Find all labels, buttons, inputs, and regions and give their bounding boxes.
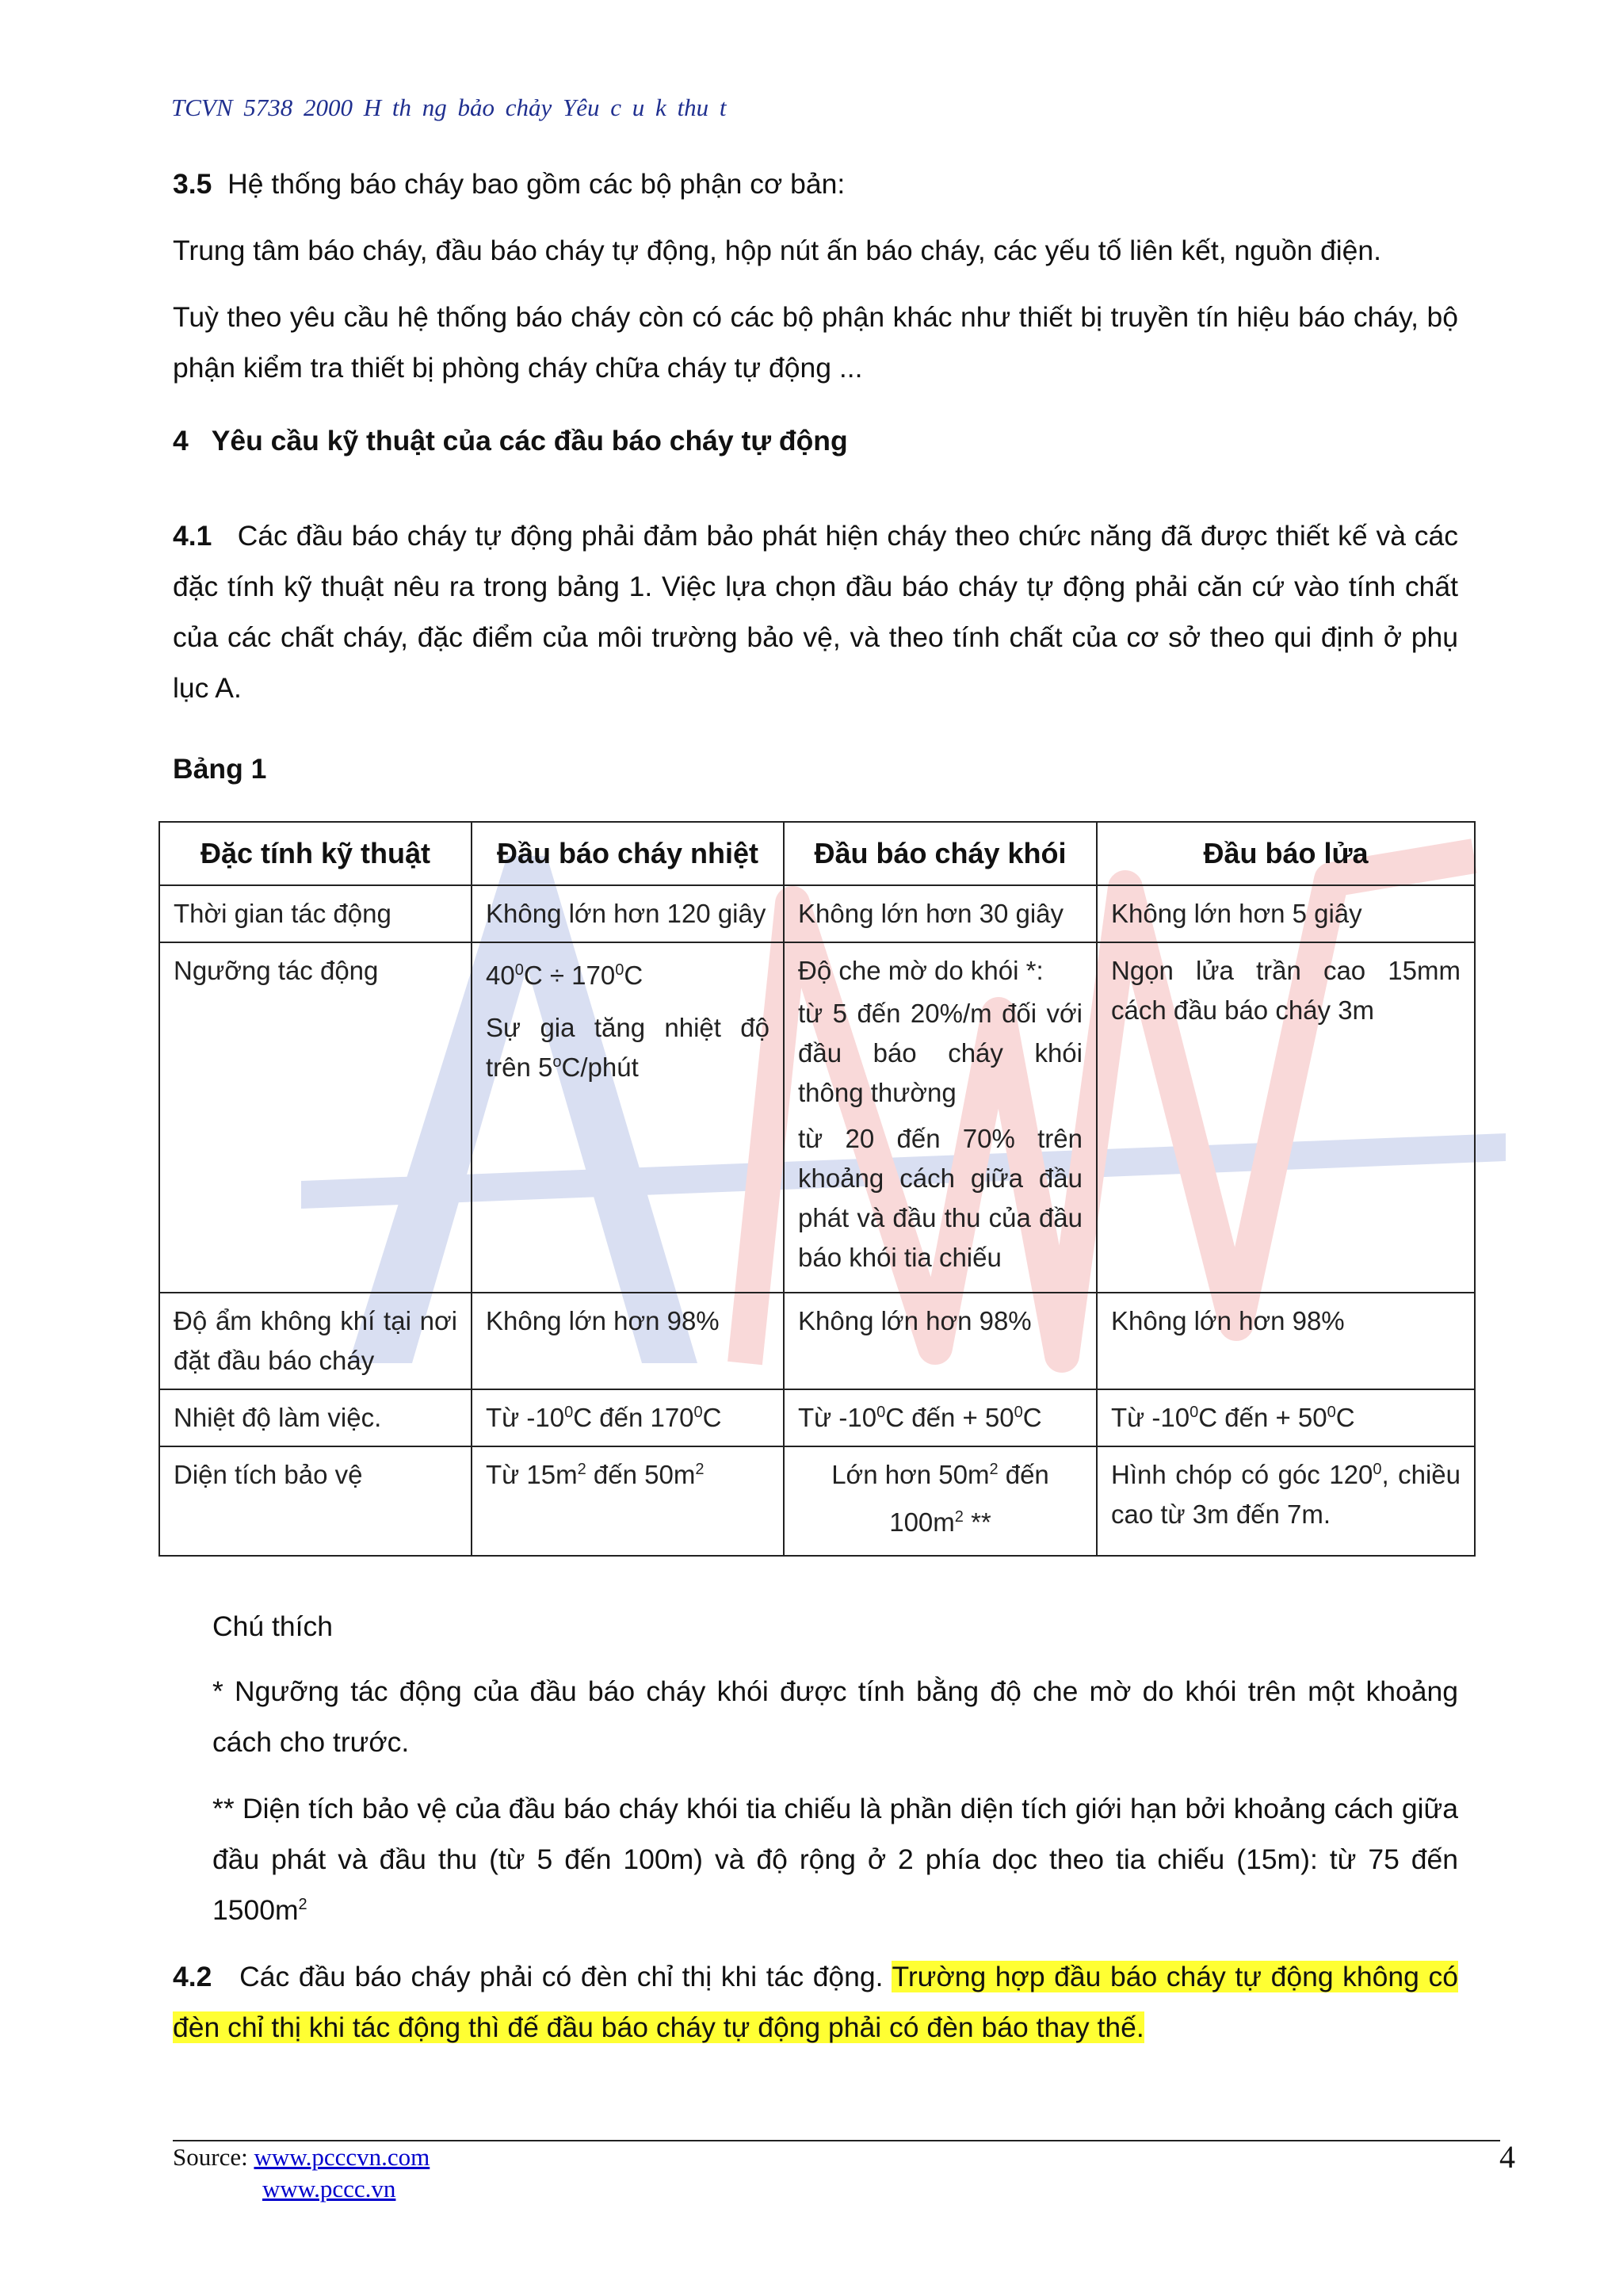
value-text: C ÷ 170 bbox=[523, 961, 616, 990]
section-3-5 bbox=[173, 159, 1458, 209]
value-text: Từ -10 bbox=[1111, 1403, 1190, 1432]
source-link-2[interactable]: www.pccc.vn bbox=[262, 2175, 396, 2202]
table-cell: Không lớn hơn 30 giây bbox=[784, 885, 1097, 942]
spec-table bbox=[158, 821, 1476, 1557]
table-row bbox=[159, 942, 1475, 1293]
superscript: 0 bbox=[564, 1404, 574, 1421]
running-header: TCVN 5738 2000 H th ng bảo chảy Yêu c u k thu t bbox=[171, 94, 727, 121]
table-cell: Độ ẩm không khí tại nơi đặt đầu báo cháy bbox=[159, 1293, 472, 1389]
section-4-2 bbox=[173, 1951, 1458, 2053]
value-text: C đến + 50 bbox=[885, 1403, 1014, 1432]
section-number: 4.2 bbox=[173, 1961, 212, 1992]
table-row bbox=[159, 1389, 1475, 1446]
section-number: 4 bbox=[173, 425, 189, 457]
table-cell bbox=[472, 1389, 784, 1446]
value-text: C bbox=[702, 1403, 722, 1432]
table-header-cell: Đầu báo lửa bbox=[1097, 822, 1475, 885]
cell-line: từ 20 đến 70% trên khoảng cách giữa đầu phát và đầu thu của đầu báo khói tia chiếu bbox=[798, 1124, 1083, 1272]
table-cell bbox=[1097, 1389, 1475, 1446]
value-text: Sự gia tăng nhiệt độ trên 5 bbox=[486, 1013, 769, 1082]
section-4-1 bbox=[173, 510, 1458, 713]
value-text: Từ -10 bbox=[798, 1403, 877, 1432]
section-4-heading bbox=[173, 425, 848, 457]
table-header-cell: Đầu báo cháy nhiệt bbox=[472, 822, 784, 885]
table-cell: Không lớn hơn 98% bbox=[784, 1293, 1097, 1389]
value-text: Từ -10 bbox=[486, 1403, 565, 1432]
footer-source bbox=[173, 2141, 430, 2205]
superscript: 2 bbox=[298, 1896, 307, 1914]
superscript: 0 bbox=[1190, 1404, 1199, 1421]
superscript: 0 bbox=[615, 961, 624, 979]
value-text: đến 50m bbox=[586, 1460, 696, 1489]
source-label: Source: bbox=[173, 2143, 248, 2171]
table-cell: Không lớn hơn 5 giây bbox=[1097, 885, 1475, 942]
table-cell bbox=[784, 1389, 1097, 1446]
table-cell: Không lớn hơn 98% bbox=[472, 1293, 784, 1389]
heat-rate bbox=[486, 1008, 769, 1087]
value-text: C đến 170 bbox=[573, 1403, 694, 1432]
notes-title: Chú thích bbox=[212, 1610, 333, 1642]
superscript: 2 bbox=[954, 1508, 964, 1526]
table-row bbox=[159, 1446, 1475, 1556]
cell-line bbox=[798, 1503, 1083, 1542]
highlighted-text: Trường hợp đầu báo cháy tự động không có đèn chỉ thị khi tác động thì đế đầu báo cháy tự động phải có đèn báo thay thế. bbox=[173, 1961, 1458, 2043]
table-cell: Nhiệt độ làm việc. bbox=[159, 1389, 472, 1446]
section-text: Các đầu báo cháy phải có đèn chỉ thị khi tác động. bbox=[239, 1961, 884, 1992]
section-number: 3.5 bbox=[173, 168, 212, 200]
table-cell bbox=[1097, 1446, 1475, 1556]
paragraph: Trung tâm báo cháy, đầu báo cháy tự động, hộp nút ấn báo cháy, các yếu tố liên kết, nguồn điện. bbox=[173, 235, 1381, 266]
superscript: o bbox=[552, 1053, 562, 1071]
value-text: 100m bbox=[889, 1507, 955, 1537]
paragraph: Tuỳ theo yêu cầu hệ thống báo cháy còn có các bộ phận khác như thiết bị truyền tín hiệu báo cháy, bộ phận kiểm tra thiết bị phòng cháy chữa cháy tự động ... bbox=[173, 301, 1458, 384]
table-cell: Ngưỡng tác động bbox=[159, 942, 472, 1293]
value-text: Từ 15m bbox=[486, 1460, 578, 1489]
cell-line: Độ che mờ do khói *: bbox=[798, 956, 1044, 985]
table-cell: Thời gian tác động bbox=[159, 885, 472, 942]
value-text: đến bbox=[998, 1460, 1049, 1489]
table-cell: Diện tích bảo vệ bbox=[159, 1446, 472, 1556]
table-cell: Không lớn hơn 98% bbox=[1097, 1293, 1475, 1389]
superscript: 0 bbox=[1327, 1404, 1336, 1421]
table-cell bbox=[784, 1446, 1097, 1556]
superscript: 2 bbox=[989, 1461, 999, 1478]
source-link-1[interactable]: www.pcccvn.com bbox=[254, 2143, 430, 2171]
superscript: 2 bbox=[577, 1461, 586, 1478]
table-cell: Không lớn hơn 120 giây bbox=[472, 885, 784, 942]
table-cell bbox=[784, 942, 1097, 1293]
note-text: ** Diện tích bảo vệ của đầu báo cháy khói tia chiếu là phần diện tích giới hạn bởi khoảng cách giữa đầu phát và đầu thu (từ 5 đến 100m) và độ rộng ở 2 phía dọc theo tia chiếu (15m): từ 75 đến 1500m bbox=[212, 1793, 1458, 1926]
table-caption: Bảng 1 bbox=[173, 753, 267, 785]
value-text: C bbox=[1335, 1403, 1355, 1432]
superscript: 0 bbox=[876, 1404, 886, 1421]
table-cell: Ngọn lửa trần cao 15mm cách đầu báo cháy 3m bbox=[1097, 942, 1475, 1293]
page-number: 4 bbox=[1499, 2139, 1515, 2175]
value-text: C đến + 50 bbox=[1198, 1403, 1327, 1432]
table-header-row bbox=[159, 822, 1475, 885]
superscript: 0 bbox=[1373, 1461, 1382, 1478]
cell-line: từ 5 đến 20%/m đối với đầu báo cháy khói thông thường bbox=[798, 999, 1083, 1107]
heat-threshold bbox=[486, 956, 769, 995]
section-text: Hệ thống báo cháy bao gồm các bộ phận cơ bản: bbox=[227, 168, 846, 200]
table-cell bbox=[472, 1446, 784, 1556]
value-text: , chiều cao từ 3m đến 7m. bbox=[1111, 1460, 1461, 1529]
value-text: ** bbox=[963, 1507, 991, 1537]
cell-line bbox=[798, 1455, 1083, 1495]
table-header-cell: Đầu báo cháy khói bbox=[784, 822, 1097, 885]
note-1: * Ngưỡng tác động của đầu báo cháy khói được tính bằng độ che mờ do khói trên một khoảng cách cho trước. bbox=[212, 1675, 1458, 1758]
value-text: C bbox=[1022, 1403, 1042, 1432]
value-text: Hình chóp có góc 120 bbox=[1111, 1460, 1373, 1489]
table-row bbox=[159, 885, 1475, 942]
value-text: C bbox=[624, 961, 643, 990]
value-text: C/phút bbox=[561, 1052, 639, 1082]
value-text: Lớn hơn 50m bbox=[831, 1460, 990, 1489]
superscript: 2 bbox=[695, 1461, 705, 1478]
section-title: Yêu cầu kỹ thuật của các đầu báo cháy tự động bbox=[211, 425, 848, 457]
table-header-cell: Đặc tính kỹ thuật bbox=[159, 822, 472, 885]
superscript: 0 bbox=[1014, 1404, 1023, 1421]
table-cell bbox=[472, 942, 784, 1293]
value-text: 40 bbox=[486, 961, 515, 990]
section-text: Các đầu báo cháy tự động phải đảm bảo phát hiện cháy theo chức năng đã được thiết kế và các đặc tính kỹ thuật nêu ra trong bảng 1. Việc lựa chọn đầu báo cháy tự động phải căn cứ vào tính chất của các chất cháy, đặc điểm của môi trường bảo vệ, và theo tính chất của cơ sở theo qui định ở phụ lục A. bbox=[173, 520, 1458, 704]
table-row bbox=[159, 1293, 1475, 1389]
section-number: 4.1 bbox=[173, 520, 212, 552]
superscript: 0 bbox=[693, 1404, 703, 1421]
superscript: 0 bbox=[514, 961, 524, 979]
note-2 bbox=[212, 1783, 1458, 1935]
